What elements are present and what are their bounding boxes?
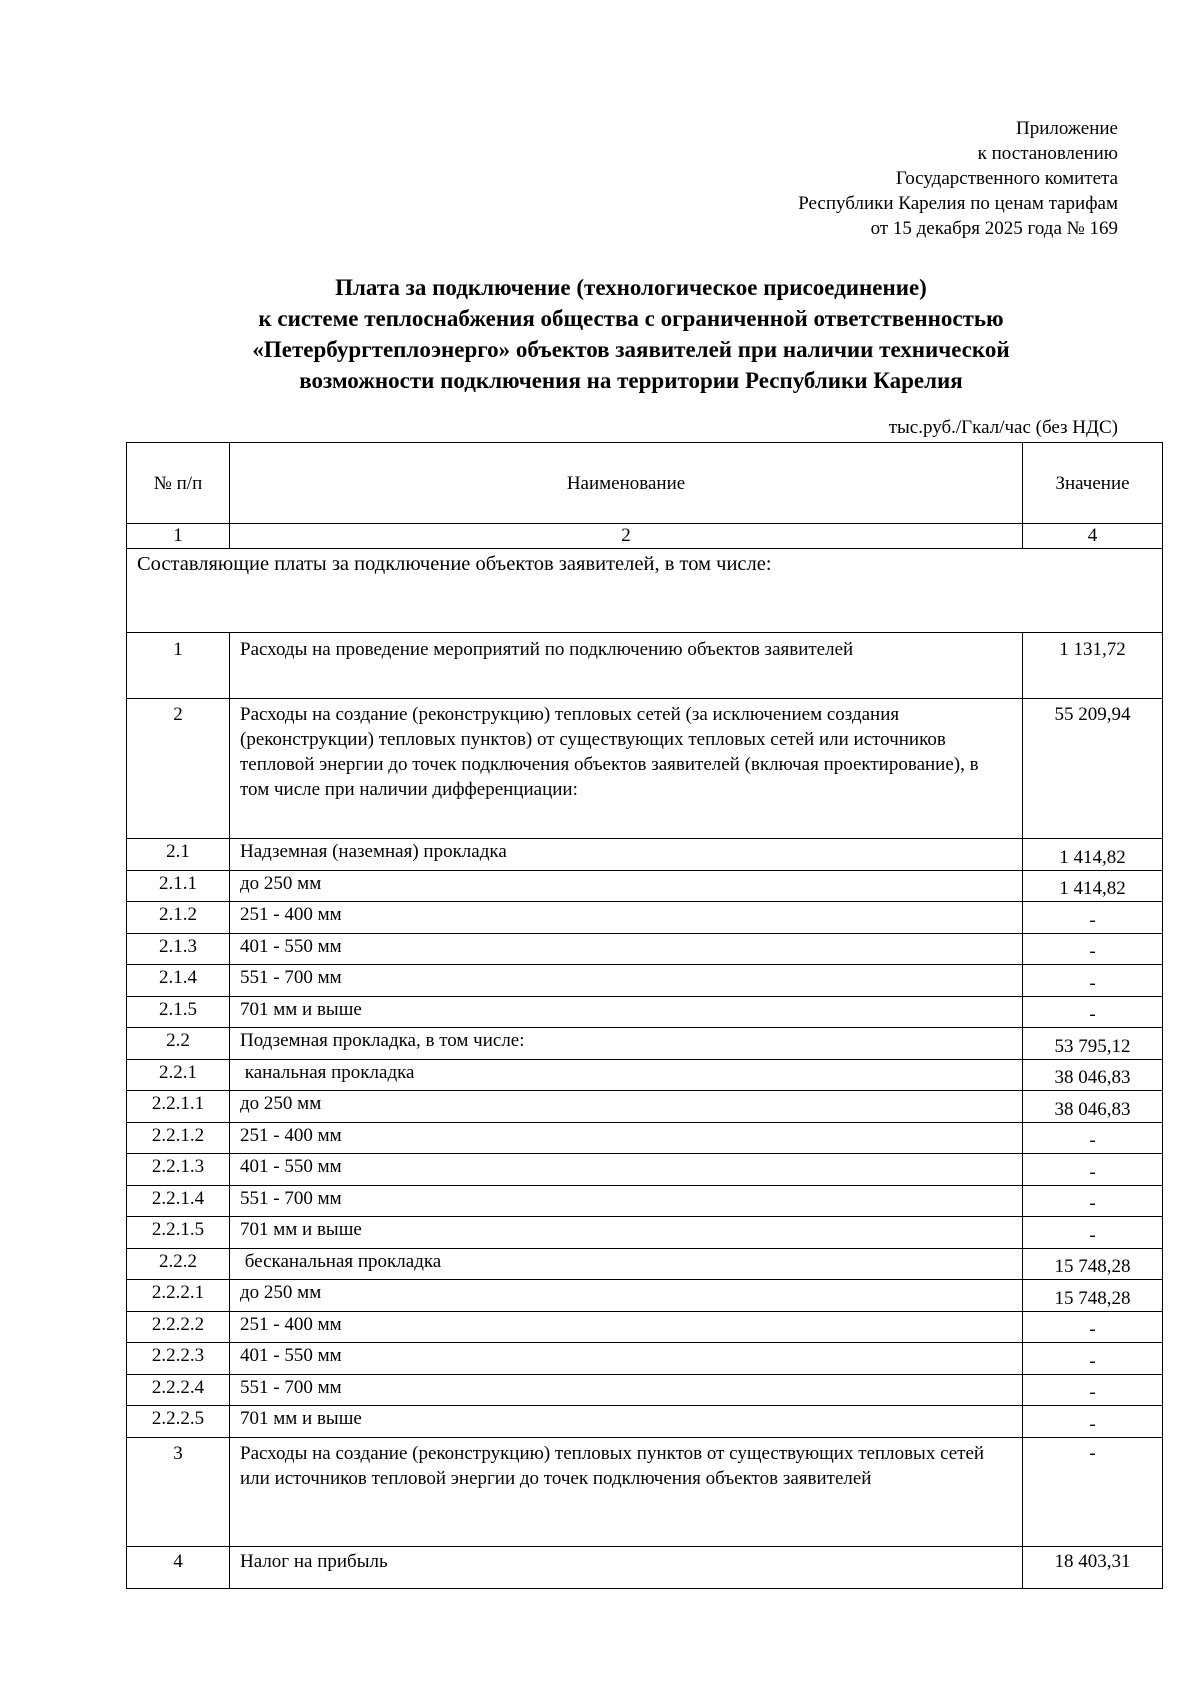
table-row [127, 1311, 1163, 1343]
table-row [127, 1028, 1163, 1060]
table-row [127, 633, 1163, 699]
row-number: 2.1.3 [127, 933, 230, 965]
row-number: 2.2.1.1 [127, 1091, 230, 1123]
row-name: 701 мм и выше [230, 1406, 1023, 1438]
row-value: - [1023, 1374, 1163, 1406]
row-number: 2.1.2 [127, 902, 230, 934]
row-value: 18 403,31 [1023, 1546, 1163, 1588]
row-number: 2.2.2.1 [127, 1280, 230, 1312]
row-value: - [1023, 1311, 1163, 1343]
table-row [127, 933, 1163, 965]
table-row [127, 1154, 1163, 1186]
table-row [127, 996, 1163, 1028]
row-name: 551 - 700 мм [230, 1374, 1023, 1406]
row-value: - [1023, 1185, 1163, 1217]
table-row [127, 1343, 1163, 1375]
row-value: - [1023, 1217, 1163, 1249]
row-number: 2.2.2.3 [127, 1343, 230, 1375]
row-value: 38 046,83 [1023, 1059, 1163, 1091]
title-line: возможности подключения на территории Республики Карелия [299, 368, 963, 393]
row-number: 2.2.1 [127, 1059, 230, 1091]
row-number: 3 [127, 1437, 230, 1546]
tariff-table [126, 442, 1163, 1589]
row-name: Расходы на создание (реконструкцию) тепловых сетей (за исключением создания (реконструкции) тепловых пунктов) от существующих тепловых сетей или источников тепловой энергии до точек подключения объектов заявителей (включая проектирование), в том числе при наличии дифференциации: [230, 699, 1023, 839]
header-name: Наименование [230, 443, 1023, 524]
row-number: 2.1 [127, 839, 230, 871]
row-value: - [1023, 1343, 1163, 1375]
header-num: № п/п [127, 443, 230, 524]
row-name: 701 мм и выше [230, 1217, 1023, 1249]
table-row [127, 1437, 1163, 1546]
column-number-row [127, 524, 1163, 549]
row-number: 2.2.1.4 [127, 1185, 230, 1217]
row-number: 2.2.1.5 [127, 1217, 230, 1249]
table-row [127, 1091, 1163, 1123]
row-number: 1 [127, 633, 230, 699]
row-value: 1 414,82 [1023, 839, 1163, 871]
table-row [127, 1546, 1163, 1588]
row-value: - [1023, 1437, 1163, 1546]
table-row [127, 699, 1163, 839]
row-value: 55 209,94 [1023, 699, 1163, 839]
column-number: 1 [127, 524, 230, 549]
row-name: 401 - 550 мм [230, 933, 1023, 965]
row-name: до 250 мм [230, 1280, 1023, 1312]
table-row [127, 870, 1163, 902]
row-value: 15 748,28 [1023, 1280, 1163, 1312]
row-name: 251 - 400 мм [230, 902, 1023, 934]
table-row [127, 1280, 1163, 1312]
row-name: до 250 мм [230, 870, 1023, 902]
row-name: 551 - 700 мм [230, 1185, 1023, 1217]
approval-block [798, 116, 1118, 241]
table-row [127, 1248, 1163, 1280]
row-name: 251 - 400 мм [230, 1311, 1023, 1343]
row-number: 2.1.5 [127, 996, 230, 1028]
table-row [127, 902, 1163, 934]
approval-line: Республики Карелия по ценам тарифам [798, 193, 1118, 214]
table-row [127, 1122, 1163, 1154]
row-value: - [1023, 1154, 1163, 1186]
row-name: Расходы на проведение мероприятий по подключению объектов заявителей [230, 633, 1023, 699]
title-line: Плата за подключение (технологическое присоединение) [335, 275, 927, 300]
table-row [127, 1406, 1163, 1438]
table-row [127, 1217, 1163, 1249]
row-number: 2 [127, 699, 230, 839]
row-name: 251 - 400 мм [230, 1122, 1023, 1154]
section-title-row [127, 549, 1163, 633]
row-value: - [1023, 933, 1163, 965]
approval-line: от 15 декабря 2025 года № 169 [870, 218, 1118, 239]
row-name: 551 - 700 мм [230, 965, 1023, 997]
row-number: 2.2.2.2 [127, 1311, 230, 1343]
row-value: 53 795,12 [1023, 1028, 1163, 1060]
row-name: Надземная (наземная) прокладка [230, 839, 1023, 871]
table-row [127, 965, 1163, 997]
title-line: к системе теплоснабжения общества с ограниченной ответственностью [258, 306, 1004, 331]
title-line: «Петербургтеплоэнерго» объектов заявителей при наличии технической [252, 337, 1010, 362]
row-name: Расходы на создание (реконструкцию) тепловых пунктов от существующих тепловых сетей или источников тепловой энергии до точек подключения объектов заявителей [230, 1437, 1023, 1546]
row-name: Подземная прокладка, в том числе: [230, 1028, 1023, 1060]
row-value: 15 748,28 [1023, 1248, 1163, 1280]
row-name: 701 мм и выше [230, 996, 1023, 1028]
table-row [127, 839, 1163, 871]
approval-line: к постановлению [977, 143, 1118, 164]
row-name: 401 - 550 мм [230, 1154, 1023, 1186]
column-number: 4 [1023, 524, 1163, 549]
row-name: бесканальная прокладка [230, 1248, 1023, 1280]
header-value: Значение [1023, 443, 1163, 524]
row-value: - [1023, 1122, 1163, 1154]
approval-line: Приложение [1016, 118, 1118, 139]
row-name: до 250 мм [230, 1091, 1023, 1123]
table-header-row [127, 443, 1163, 524]
row-number: 2.2 [127, 1028, 230, 1060]
row-number: 2.2.2.4 [127, 1374, 230, 1406]
row-number: 2.2.2.5 [127, 1406, 230, 1438]
section-title: Составляющие платы за подключение объектов заявителей, в том числе: [127, 549, 1163, 633]
units-label: тыс.руб./Гкал/час (без НДС) [888, 417, 1118, 438]
table-row [127, 1185, 1163, 1217]
row-number: 4 [127, 1546, 230, 1588]
row-value: - [1023, 1406, 1163, 1438]
row-number: 2.2.1.3 [127, 1154, 230, 1186]
row-number: 2.1.1 [127, 870, 230, 902]
row-value: 1 414,82 [1023, 870, 1163, 902]
row-number: 2.2.1.2 [127, 1122, 230, 1154]
column-number: 2 [230, 524, 1023, 549]
row-value: - [1023, 996, 1163, 1028]
row-number: 2.2.2 [127, 1248, 230, 1280]
row-value: 1 131,72 [1023, 633, 1163, 699]
table-row [127, 1059, 1163, 1091]
document-title [130, 272, 1132, 396]
row-value: - [1023, 965, 1163, 997]
approval-line: Государственного комитета [895, 168, 1118, 189]
row-number: 2.1.4 [127, 965, 230, 997]
row-value: - [1023, 902, 1163, 934]
row-name: Налог на прибыль [230, 1546, 1023, 1588]
table-row [127, 1374, 1163, 1406]
row-name: канальная прокладка [230, 1059, 1023, 1091]
row-value: 38 046,83 [1023, 1091, 1163, 1123]
row-name: 401 - 550 мм [230, 1343, 1023, 1375]
